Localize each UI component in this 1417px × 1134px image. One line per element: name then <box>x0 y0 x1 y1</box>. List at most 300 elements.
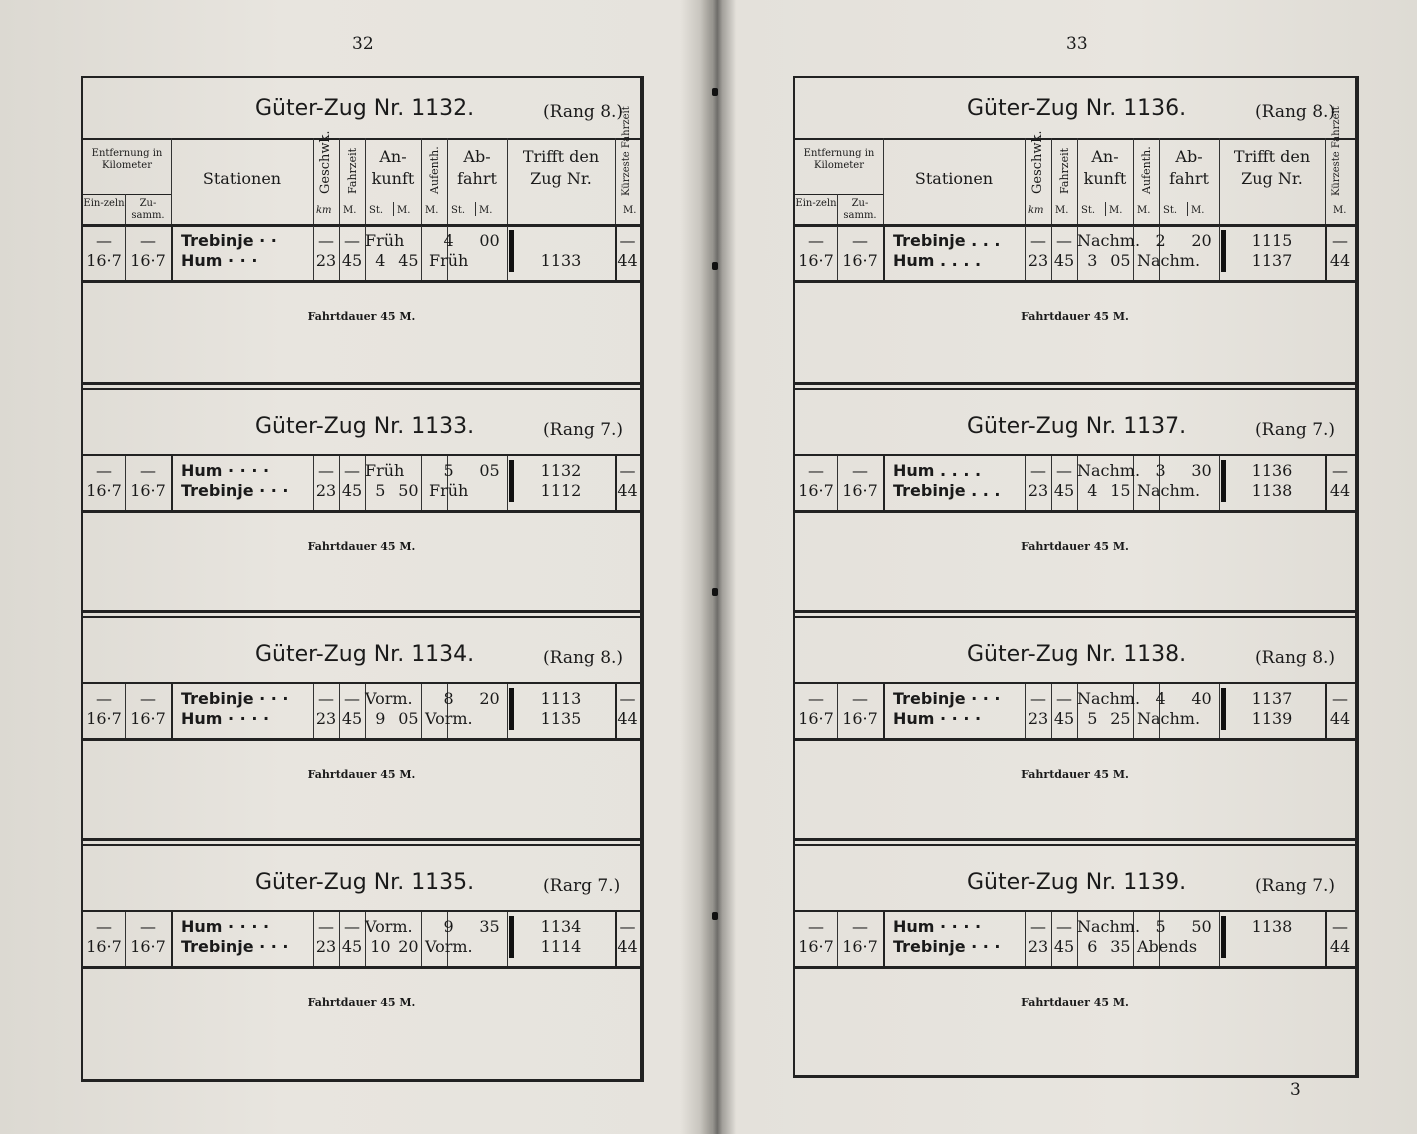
meets-train: 1134 <box>540 917 582 936</box>
speed-value: 23 <box>315 937 337 956</box>
shortest-time: 44 <box>617 251 638 270</box>
travel-time: — <box>344 689 360 708</box>
column-marker <box>509 688 514 730</box>
header-col-line <box>475 202 476 216</box>
station-name: Hum · · · · <box>181 461 270 480</box>
meets-train: 1114 <box>540 937 582 956</box>
section-divider <box>83 838 640 841</box>
departure-minute: 40 <box>1191 689 1212 708</box>
train-type: Güter-Zug <box>255 642 367 667</box>
page-number-right: 33 <box>1066 34 1088 54</box>
train-type: Güter-Zug <box>967 414 1079 439</box>
arrival-hour: 5 <box>1087 709 1098 728</box>
travel-time: — <box>1056 461 1072 480</box>
header-col-line <box>507 138 508 224</box>
station-name: Trebinje . . . <box>893 231 1001 250</box>
section-divider <box>83 382 640 385</box>
header-trifft: Trifft den Zug Nr. <box>522 147 600 188</box>
meets-train: 1138 <box>1251 481 1293 500</box>
distance-single: 16·7 <box>86 251 122 270</box>
distance-single: 16·7 <box>798 709 834 728</box>
table-top-rule <box>83 682 640 684</box>
train-number: Nr. 1137. <box>1085 414 1187 439</box>
departure-minute: 50 <box>1191 917 1212 936</box>
arrival-minute: 20 <box>398 937 419 956</box>
departure-hour: 2 <box>1155 231 1166 250</box>
shortest-time: — <box>1332 917 1348 936</box>
binding-thread <box>712 88 718 96</box>
meets-train: 1135 <box>540 709 582 728</box>
table-top-rule <box>795 682 1355 684</box>
train-name <box>967 414 1186 439</box>
distance-total: — <box>140 231 156 250</box>
header-col-line <box>365 138 366 224</box>
shortest-time: 44 <box>1329 709 1351 728</box>
departure-hour: Nachm. <box>1137 481 1201 500</box>
speed-value: — <box>1030 461 1046 480</box>
speed-value: 23 <box>1027 937 1049 956</box>
station-name: Trebinje · · · <box>181 481 289 500</box>
travel-time: 45 <box>341 481 363 500</box>
meets-train: 1133 <box>540 251 582 270</box>
header-zusamm: Zu-samm. <box>843 198 877 221</box>
page-number-left: 32 <box>352 34 374 54</box>
column-marker <box>1221 460 1226 502</box>
travel-time: 45 <box>1053 709 1075 728</box>
meets-train: 1115 <box>1251 231 1293 250</box>
station-name: Hum · · · · <box>181 709 270 728</box>
station-name: Hum · · · · <box>893 917 982 936</box>
distance-total: 16·7 <box>842 709 878 728</box>
meets-train: 1136 <box>1251 461 1293 480</box>
row-col-line <box>883 684 885 738</box>
header-abfahrt: Ab-fahrt <box>457 147 497 188</box>
table-top-rule <box>795 454 1355 456</box>
speed-value: 23 <box>1027 709 1049 728</box>
book-gutter <box>700 0 736 1134</box>
arrival-hour: Früh <box>365 231 405 250</box>
unit-st: St. <box>369 205 384 216</box>
shortest-time: 44 <box>1329 481 1351 500</box>
station-name: Trebinje · · · <box>893 937 1001 956</box>
row-col-line <box>421 226 422 280</box>
travel-duration: Fahrtdauer 45 M. <box>307 996 416 1009</box>
row-col-line <box>171 912 173 966</box>
travel-time: 45 <box>341 251 363 270</box>
train-block <box>795 78 1355 375</box>
unit-st: St. <box>451 205 466 216</box>
shortest-time: — <box>619 917 636 936</box>
header-ankunft: An-kunft <box>1083 147 1127 188</box>
speed-value: — <box>318 689 334 708</box>
travel-duration: Fahrtdauer 45 M. <box>1021 768 1129 781</box>
header-col-line <box>837 194 838 224</box>
section-divider <box>83 844 640 846</box>
distance-single: — <box>96 231 112 250</box>
unit-km: km <box>316 205 332 216</box>
table-top-rule <box>795 138 1355 140</box>
travel-time: 45 <box>341 709 363 728</box>
distance-single: — <box>96 917 112 936</box>
unit-m: M. <box>1191 205 1205 216</box>
distance-total: — <box>852 231 868 250</box>
distance-total: — <box>140 689 156 708</box>
arrival-hour: 10 <box>370 937 391 956</box>
distance-single: 16·7 <box>86 709 122 728</box>
train-block <box>83 840 640 1061</box>
unit-m: M. <box>1137 205 1151 216</box>
train-rang: (Rarg 7.) <box>543 876 621 896</box>
column-marker <box>509 230 514 272</box>
train-number: Nr. 1133. <box>373 414 475 439</box>
arrival-minute: 35 <box>1110 937 1131 956</box>
departure-hour: Abends <box>1137 937 1198 956</box>
departure-hour: Nachm. <box>1137 709 1201 728</box>
speed-value: 23 <box>1027 481 1049 500</box>
speed-value: 23 <box>1027 251 1049 270</box>
header-kuerzeste: Kürzeste Fahrzeit <box>621 106 632 196</box>
header-bottom-rule <box>83 224 640 227</box>
train-name <box>967 642 1186 667</box>
header-col-line <box>313 138 314 224</box>
shortest-time: 44 <box>1329 251 1351 270</box>
shortest-time: — <box>619 689 636 708</box>
travel-duration: Fahrtdauer 45 M. <box>307 540 416 553</box>
sheet-number: 3 <box>1290 1080 1301 1100</box>
row-col-line <box>883 912 885 966</box>
header-col-line <box>421 138 422 224</box>
header-col-line <box>171 138 172 224</box>
unit-m: M. <box>1055 205 1069 216</box>
distance-total: 16·7 <box>842 251 878 270</box>
unit-st: St. <box>1163 205 1178 216</box>
departure-hour: 3 <box>1155 461 1166 480</box>
row-col-line <box>421 912 422 966</box>
travel-duration: Fahrtdauer 45 M. <box>1021 540 1129 553</box>
shortest-time: — <box>1332 231 1348 250</box>
train-type: Güter-Zug <box>255 870 367 895</box>
header-entfernung: Entfernung in Kilometer <box>803 148 875 171</box>
binding-thread <box>712 262 718 270</box>
travel-time: 45 <box>1053 937 1075 956</box>
distance-total: — <box>140 461 156 480</box>
departure-hour: Vorm. <box>425 937 473 956</box>
departure-hour: 4 <box>443 231 454 250</box>
travel-duration: Fahrtdauer 45 M. <box>307 768 416 781</box>
shortest-time: 44 <box>617 937 638 956</box>
distance-single: 16·7 <box>86 481 122 500</box>
distance-total: 16·7 <box>130 251 166 270</box>
header-fahrzeit: Fahrzeit <box>1058 147 1071 194</box>
travel-time: 45 <box>1053 251 1075 270</box>
departure-minute: 35 <box>479 917 500 936</box>
speed-value: — <box>1030 917 1046 936</box>
row-col-line <box>883 456 885 510</box>
departure-hour: Nachm. <box>1137 251 1201 270</box>
speed-value: — <box>318 231 334 250</box>
column-marker <box>509 460 514 502</box>
header-bottom-rule <box>795 224 1355 227</box>
header-aufenth: Aufenth. <box>428 146 441 194</box>
train-rang: (Rang 7.) <box>1255 876 1336 896</box>
distance-total: 16·7 <box>842 481 878 500</box>
header-trifft: Trifft den Zug Nr. <box>1233 147 1311 188</box>
arrival-hour: 5 <box>375 481 386 500</box>
shortest-time: — <box>1332 689 1348 708</box>
arrival-hour: Nachm. <box>1077 689 1141 708</box>
header-col-line <box>615 138 616 224</box>
header-col-line <box>883 138 884 224</box>
arrival-minute: 05 <box>398 709 419 728</box>
distance-single: 16·7 <box>798 251 834 270</box>
header-col-line <box>339 138 340 224</box>
row-col-line <box>883 226 885 280</box>
train-block <box>795 612 1355 833</box>
header-col-line <box>1325 138 1326 224</box>
station-name: Trebinje . . . <box>893 481 1001 500</box>
speed-value: — <box>1030 231 1046 250</box>
arrival-hour: Vorm. <box>365 917 413 936</box>
row-col-line <box>171 226 173 280</box>
distance-single: 16·7 <box>798 481 834 500</box>
column-marker <box>1221 916 1226 958</box>
distance-single: — <box>96 689 112 708</box>
header-fahrzeit: Fahrzeit <box>346 147 359 194</box>
shortest-time: — <box>619 461 636 480</box>
train-name <box>255 96 474 121</box>
distance-total: 16·7 <box>842 937 878 956</box>
train-rang: (Rang 8.) <box>1255 648 1336 668</box>
train-name <box>255 870 474 895</box>
section-divider <box>795 610 1355 613</box>
unit-km: km <box>1028 205 1044 216</box>
train-number: Nr. 1138. <box>1085 642 1187 667</box>
section-divider <box>83 616 640 618</box>
row-col-line <box>171 684 173 738</box>
station-name: Hum . . . . <box>893 461 982 480</box>
unit-m: M. <box>1109 205 1123 216</box>
travel-time: 45 <box>1053 481 1075 500</box>
header-col-line <box>393 202 394 216</box>
train-block <box>83 384 640 605</box>
table-bottom-rule <box>795 280 1355 283</box>
header-abfahrt: Ab-fahrt <box>1169 147 1209 188</box>
page-frame-left <box>81 76 644 1082</box>
travel-duration: Fahrtdauer 45 M. <box>307 310 416 323</box>
table-top-rule <box>83 454 640 456</box>
unit-st: St. <box>1081 205 1096 216</box>
departure-hour: 5 <box>443 461 454 480</box>
section-divider <box>83 610 640 613</box>
header-stationen: Stationen <box>914 169 994 188</box>
section-divider <box>795 388 1355 390</box>
travel-time: — <box>344 231 360 250</box>
train-title <box>795 636 1355 676</box>
train-number: Nr. 1136. <box>1085 96 1187 121</box>
meets-train: 1113 <box>540 689 582 708</box>
arrival-minute: 15 <box>1110 481 1131 500</box>
train-rang: (Rang 8.) <box>1255 102 1336 122</box>
arrival-minute: 50 <box>398 481 419 500</box>
train-title <box>795 864 1355 904</box>
train-type: Güter-Zug <box>967 96 1079 121</box>
page-frame-right <box>793 76 1359 1078</box>
meets-train: 1132 <box>540 461 582 480</box>
header-zusamm: Zu-samm. <box>131 198 165 221</box>
header-entfernung: Entfernung in Kilometer <box>91 148 163 171</box>
header-col-line <box>1025 138 1026 224</box>
departure-minute: 00 <box>479 231 500 250</box>
travel-time: 45 <box>341 937 363 956</box>
table-bottom-rule <box>795 738 1355 741</box>
table-bottom-rule <box>795 510 1355 513</box>
arrival-hour: 6 <box>1087 937 1098 956</box>
train-rang: (Rang 8.) <box>543 102 624 122</box>
header-subrule <box>795 194 883 195</box>
row-col-line <box>421 684 422 738</box>
travel-duration: Fahrtdauer 45 M. <box>1021 310 1129 323</box>
train-type: Güter-Zug <box>967 870 1079 895</box>
train-name <box>967 96 1186 121</box>
shortest-time: — <box>619 231 636 250</box>
arrival-hour: Nachm. <box>1077 917 1141 936</box>
unit-m: M. <box>479 205 493 216</box>
station-name: Trebinje · · <box>181 231 277 250</box>
unit-m: M. <box>397 205 411 216</box>
train-rang: (Rang 7.) <box>1255 420 1336 440</box>
meets-train: 1138 <box>1251 917 1293 936</box>
shortest-time: 44 <box>617 481 638 500</box>
station-name: Hum · · · · <box>893 709 982 728</box>
station-name: Hum . . . . <box>893 251 982 270</box>
section-divider <box>795 382 1355 385</box>
row-col-line <box>171 456 173 510</box>
distance-single: 16·7 <box>798 937 834 956</box>
section-divider <box>795 844 1355 846</box>
train-title <box>795 408 1355 448</box>
arrival-minute: 45 <box>398 251 419 270</box>
distance-total: 16·7 <box>130 709 166 728</box>
distance-single: — <box>808 689 824 708</box>
meets-train: 1137 <box>1251 251 1293 270</box>
section-divider <box>795 616 1355 618</box>
departure-minute: 20 <box>479 689 500 708</box>
train-title <box>83 864 640 904</box>
header-col-line <box>1077 138 1078 224</box>
travel-time: — <box>1056 231 1072 250</box>
header-stationen: Stationen <box>202 169 282 188</box>
distance-total: — <box>852 689 868 708</box>
departure-minute: 30 <box>1191 461 1212 480</box>
distance-total: 16·7 <box>130 481 166 500</box>
train-title <box>83 90 640 130</box>
station-name: Hum · · · · <box>181 917 270 936</box>
row-col-line <box>421 456 422 510</box>
departure-minute: 20 <box>1191 231 1212 250</box>
unit-m: M. <box>1333 205 1347 216</box>
section-divider <box>795 838 1355 841</box>
header-ankunft: An-kunft <box>371 147 415 188</box>
train-block <box>83 612 640 833</box>
station-name: Trebinje · · · <box>893 689 1001 708</box>
train-name <box>255 414 474 439</box>
header-col-line <box>1187 202 1188 216</box>
arrival-hour: 4 <box>1087 481 1098 500</box>
header-col-line <box>1219 138 1220 224</box>
header-geschw: Geschwk. <box>318 130 333 194</box>
column-marker <box>1221 230 1226 272</box>
table-top-rule <box>795 910 1355 912</box>
departure-hour: Früh <box>428 251 469 270</box>
binding-thread <box>712 588 718 596</box>
distance-single: 16·7 <box>86 937 122 956</box>
arrival-hour: 3 <box>1087 251 1098 270</box>
arrival-hour: Vorm. <box>365 689 413 708</box>
meets-train: 1137 <box>1251 689 1293 708</box>
train-title <box>795 90 1355 130</box>
arrival-hour: Früh <box>365 461 405 480</box>
speed-value: 23 <box>315 251 337 270</box>
header-col-line <box>1159 138 1160 224</box>
train-name <box>967 870 1186 895</box>
train-type: Güter-Zug <box>255 414 367 439</box>
travel-time: — <box>344 461 360 480</box>
arrival-hour: 9 <box>375 709 386 728</box>
train-title <box>83 408 640 448</box>
distance-single: — <box>808 917 824 936</box>
arrival-hour: Nachm. <box>1077 461 1141 480</box>
table-bottom-rule <box>83 510 640 513</box>
departure-minute: 05 <box>479 461 500 480</box>
section-divider <box>83 388 640 390</box>
departure-hour: Früh <box>428 481 469 500</box>
train-rang: (Rang 7.) <box>543 420 624 440</box>
train-rang: (Rang 8.) <box>543 648 624 668</box>
distance-total: — <box>852 917 868 936</box>
header-aufenth: Aufenth. <box>1140 146 1153 194</box>
header-subrule <box>83 194 171 195</box>
distance-single: — <box>808 231 824 250</box>
station-name: Trebinje · · · <box>181 937 289 956</box>
meets-train: 1112 <box>540 481 582 500</box>
train-block <box>795 840 1355 1061</box>
arrival-minute: 25 <box>1110 709 1131 728</box>
unit-m: M. <box>623 205 637 216</box>
header-col-line <box>1105 202 1106 216</box>
train-type: Güter-Zug <box>967 642 1079 667</box>
train-number: Nr. 1132. <box>373 96 475 121</box>
column-marker <box>509 916 514 958</box>
arrival-minute: 05 <box>1110 251 1131 270</box>
header-col-line <box>1051 138 1052 224</box>
distance-single: — <box>96 461 112 480</box>
column-marker <box>1221 688 1226 730</box>
departure-hour: 8 <box>443 689 454 708</box>
travel-time: — <box>1056 917 1072 936</box>
distance-total: — <box>140 917 156 936</box>
travel-time: — <box>1056 689 1072 708</box>
unit-m: M. <box>343 205 357 216</box>
meets-train: 1139 <box>1251 709 1293 728</box>
train-block <box>83 78 640 375</box>
table-bottom-rule <box>795 966 1355 969</box>
shortest-time: — <box>1332 461 1348 480</box>
travel-duration: Fahrtdauer 45 M. <box>1021 996 1129 1009</box>
train-name <box>255 642 474 667</box>
header-einzeln: Ein-zeln <box>795 198 837 209</box>
header-kuerzeste: Kürzeste Fahrzeit <box>1331 106 1342 196</box>
header-geschw: Geschwk. <box>1030 130 1045 194</box>
